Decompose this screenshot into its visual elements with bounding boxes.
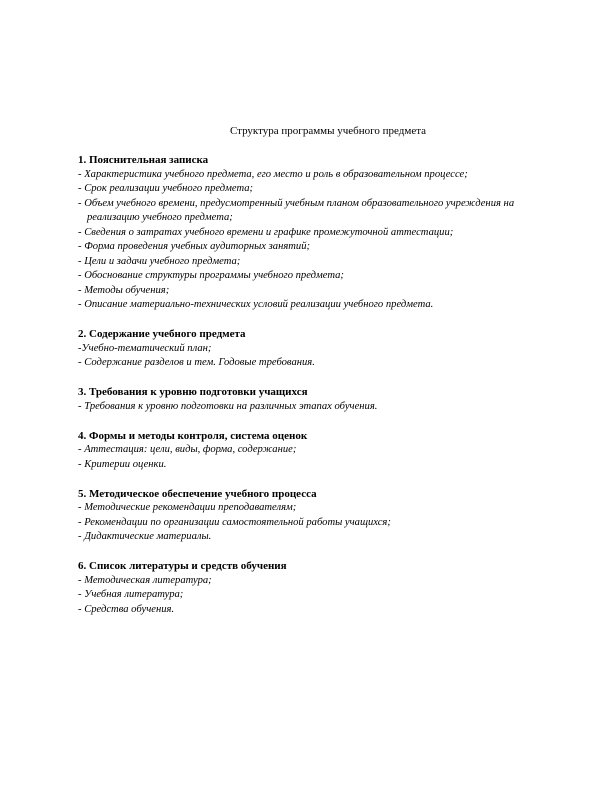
list-item [78,226,528,241]
item-text: Форма проведения учебных аудиторных занятий; [84,241,311,252]
item-text: Учебная литература; [84,589,184,600]
list-item [78,197,528,226]
item-text: Характеристика учебного предмета, его место и роль в образовательном процессе; [84,168,468,180]
section-items [78,168,528,313]
section-heading: 2. Содержание учебного предмета [78,328,246,340]
item-text: Методы обучения; [84,284,170,296]
item-dash: - [78,603,85,615]
item-text: Срок реализации учебного предмета; [84,183,254,194]
item-dash: - [78,357,85,368]
list-item [78,284,528,299]
section-explanatory-note [78,153,528,313]
item-dash: - [78,284,85,296]
list-item [78,588,528,603]
item-text: Критерии оценки. [84,458,167,470]
item-dash: - [78,183,85,194]
item-text: Сведения о затратах учебного времени и графике промежуточной аттестации; [84,226,454,238]
item-dash: - [78,444,85,455]
item-text: Содержание разделов и тем. Годовые требования. [84,357,315,368]
item-text: Объем учебного времени, предусмотренный учебным планом образовательного учреждения на реализацию учебного предмета; [84,197,515,223]
list-item [78,443,528,458]
item-dash: - [78,400,85,412]
item-dash: - [78,255,85,267]
section-heading: 4. Формы и методы контроля, система оценок [78,429,308,442]
item-text: Аттестация: цели, виды, форма, содержание; [84,444,297,455]
list-item [78,298,528,313]
section-heading: 3. Требования к уровню подготовки учащихся [78,386,308,398]
item-dash: - [78,241,85,252]
section-requirements [78,385,528,414]
list-item [78,240,528,255]
item-dash: - [78,589,85,600]
item-text: Методические рекомендации преподавателям; [84,502,297,513]
list-item [78,182,528,197]
list-item [78,342,528,357]
list-item [78,168,528,183]
item-dash: - [78,531,85,542]
item-text: Рекомендации по организации самостоятельной работы учащихся; [84,516,391,528]
section-items [78,501,528,545]
item-text: Описание материально-технических условий реализации учебного предмета. [84,299,434,310]
list-item [78,400,528,415]
list-item [78,269,528,284]
list-item [78,516,528,531]
item-dash: - [78,342,82,354]
item-text: Обоснование структуры программы учебного предмета; [84,270,344,281]
section-items [78,443,528,472]
section-heading: 6. Список литературы и средств обучения [78,560,287,572]
section-methodical-support [78,487,528,545]
item-text: Цели и задачи учебного предмета; [84,255,241,267]
item-dash: - [78,574,85,586]
list-item [78,530,528,545]
document-title: Структура программы учебного предмета [229,125,427,137]
document-content [78,153,528,632]
item-dash: - [78,226,85,238]
section-literature [78,559,528,617]
item-dash: - [78,458,85,470]
item-dash: - [78,299,85,310]
item-text: Средства обучения. [84,603,175,615]
section-control-forms [78,429,528,473]
item-text: Учебно-тематический план; [81,342,212,354]
list-item [78,255,528,270]
item-dash: - [78,168,85,180]
item-dash: - [78,270,85,281]
item-dash: - [78,502,85,513]
item-text: Дидактические материалы. [84,531,212,542]
list-item [78,356,528,371]
list-item [78,574,528,589]
list-item [78,501,528,516]
item-dash: - [78,197,85,209]
section-items [78,342,528,371]
item-dash: - [78,516,85,528]
item-text: Требования к уровню подготовки на различных этапах обучения. [84,400,378,412]
section-subject-content [78,327,528,371]
list-item [78,603,528,618]
section-heading: 1. Пояснительная записка [78,154,209,166]
section-items [78,574,528,618]
item-text: Методическая литература; [84,574,212,586]
section-heading: 5. Методическое обеспечение учебного процесса [78,487,317,500]
list-item [78,458,528,473]
section-items [78,400,528,415]
